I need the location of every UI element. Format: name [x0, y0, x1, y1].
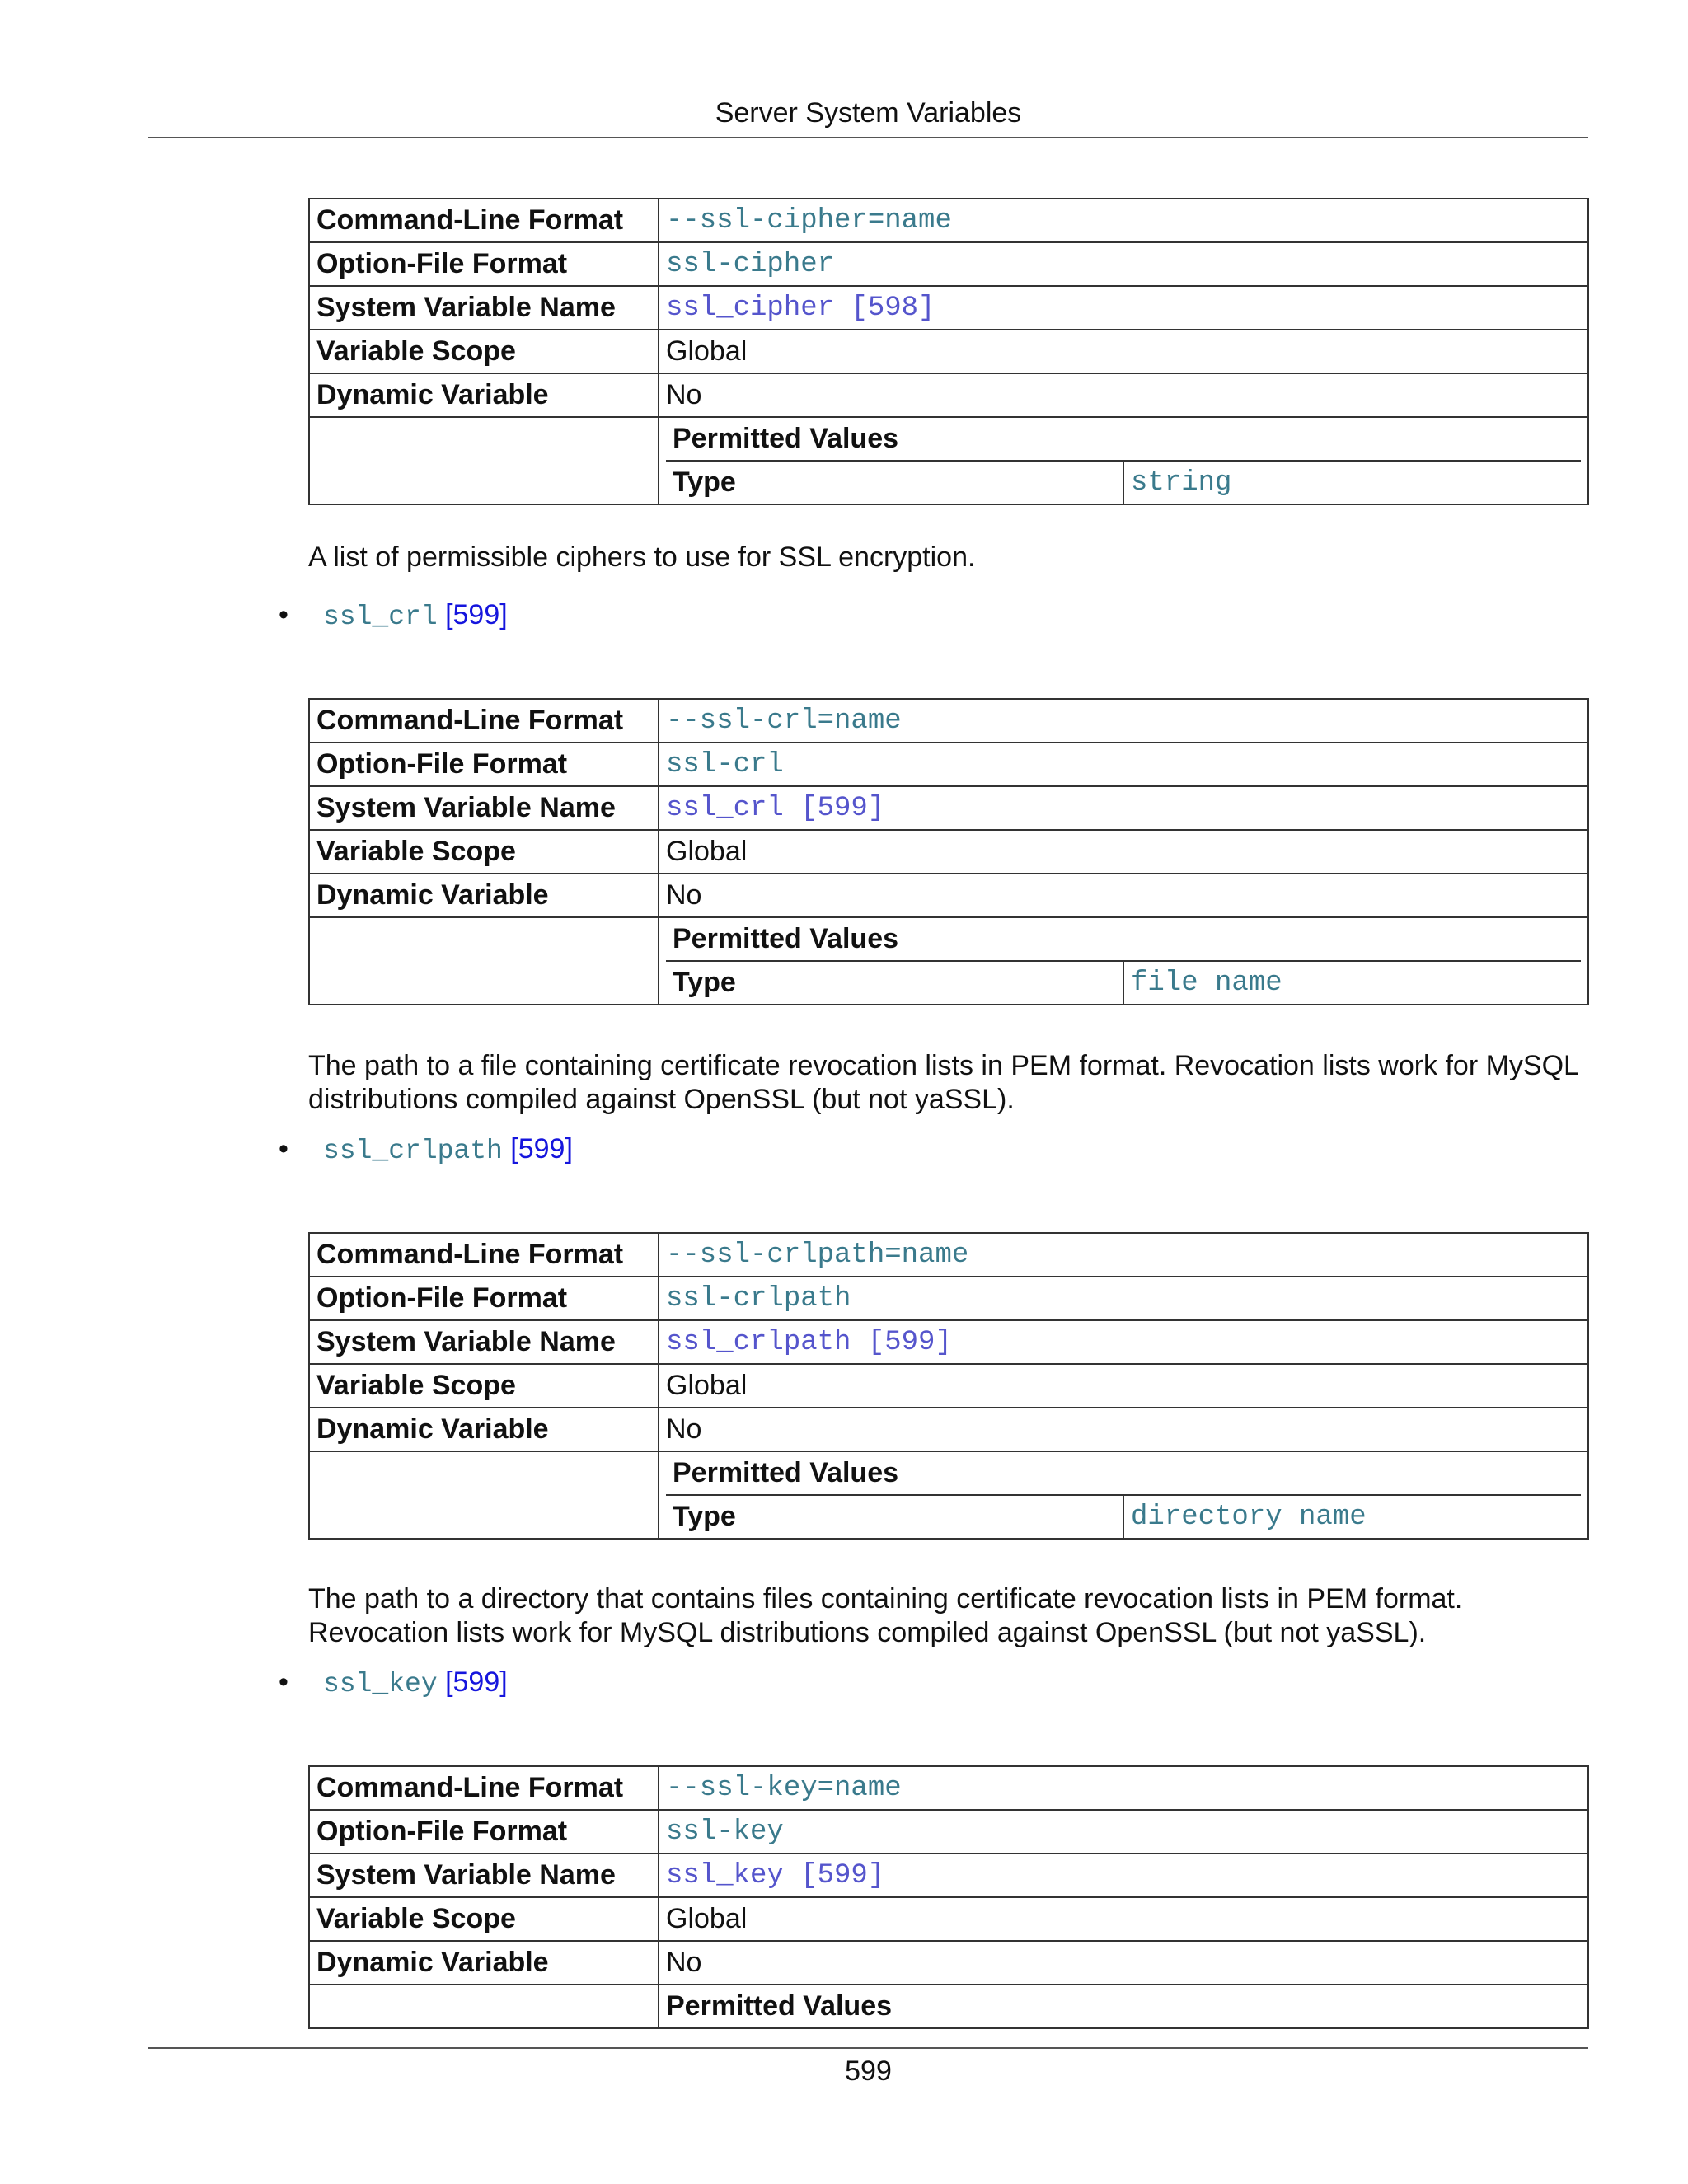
table-row [309, 199, 1588, 242]
table-row [309, 1854, 1588, 1897]
type-value: string [1131, 466, 1232, 499]
table-row [309, 417, 1588, 504]
dynamic-variable-value: No [659, 1941, 1588, 1985]
command-line-format-value: --ssl-cipher=name [659, 199, 1588, 242]
system-variable-name-link[interactable]: ssl_key [599] [659, 1854, 1588, 1897]
dynamic-variable-label: Dynamic Variable [309, 373, 659, 417]
dynamic-variable-value: No [659, 373, 1588, 417]
bullet-icon: • [279, 1666, 288, 1698]
empty-cell [309, 1451, 659, 1539]
page-ref-link[interactable]: [599] [445, 599, 508, 630]
option-file-format-value: ssl-crl [659, 743, 1588, 786]
command-line-format-label: Command-Line Format [309, 699, 659, 743]
system-variable-name-label: System Variable Name [309, 286, 659, 330]
table-row [309, 1897, 1588, 1941]
variable-table-ssl-crlpath [308, 1232, 1589, 1540]
page-header: Server System Variables [715, 97, 1022, 129]
command-line-format-value: --ssl-crlpath=name [659, 1233, 1588, 1277]
variable-scope-label: Variable Scope [309, 330, 659, 373]
table-row [309, 330, 1588, 373]
permitted-values-table [666, 918, 1581, 1004]
variable-name-link[interactable]: ssl_key [323, 1669, 438, 1699]
permitted-values-header: Permitted Values [666, 1452, 1581, 1495]
footer-divider [148, 2047, 1588, 2049]
table-row [309, 242, 1588, 286]
table-row [309, 1277, 1588, 1320]
command-line-format-label: Command-Line Format [309, 1766, 659, 1810]
system-variable-name-link[interactable]: ssl_crlpath [599] [659, 1320, 1588, 1364]
variable-table-ssl-crl [308, 698, 1589, 1005]
table-row [309, 874, 1588, 917]
table-row [309, 1985, 1588, 2028]
table-row [309, 1320, 1588, 1364]
variable-scope-value: Global [659, 1364, 1588, 1408]
table-row [309, 699, 1588, 743]
permitted-values-header: Permitted Values [659, 1985, 1588, 2028]
empty-cell [309, 917, 659, 1005]
type-value: file name [1131, 967, 1282, 999]
table-row [309, 373, 1588, 417]
table-row [309, 1941, 1588, 1985]
table-row [309, 830, 1588, 874]
variable-scope-value: Global [659, 1897, 1588, 1941]
table-row [309, 286, 1588, 330]
option-file-format-label: Option-File Format [309, 242, 659, 286]
variable-name-link[interactable]: ssl_crlpath [323, 1136, 503, 1166]
table-row [309, 1810, 1588, 1854]
list-item-ssl-crl [279, 597, 508, 635]
system-variable-name-label: System Variable Name [309, 1320, 659, 1364]
command-line-format-value: --ssl-crl=name [659, 699, 1588, 743]
permitted-values-header: Permitted Values [666, 418, 1581, 461]
variable-scope-value: Global [659, 330, 1588, 373]
table-row [309, 1451, 1588, 1539]
table-row [309, 917, 1588, 1005]
description-ssl-crl: The path to a file containing certificate revocation lists in PEM format. Revocation lists work for MySQL distributions compiled against OpenSSL (but not yaSSL). [308, 1050, 1578, 1115]
system-variable-name-link[interactable]: ssl_cipher [598] [659, 286, 1588, 330]
empty-cell [309, 1985, 659, 2028]
description-ssl-cipher: A list of permissible ciphers to use for SSL encryption. [308, 541, 976, 573]
command-line-format-label: Command-Line Format [309, 199, 659, 242]
table-row [309, 1233, 1588, 1277]
dynamic-variable-value: No [659, 1408, 1588, 1451]
dynamic-variable-value: No [659, 874, 1588, 917]
page-ref-link[interactable]: [599] [510, 1133, 573, 1165]
command-line-format-value: --ssl-key=name [659, 1766, 1588, 1810]
variable-scope-label: Variable Scope [309, 1364, 659, 1408]
dynamic-variable-label: Dynamic Variable [309, 1941, 659, 1985]
table-row [309, 786, 1588, 830]
system-variable-name-link[interactable]: ssl_crl [599] [659, 786, 1588, 830]
permitted-values-cell [659, 1451, 1588, 1539]
page-ref-link[interactable]: [599] [445, 1666, 508, 1698]
list-item-ssl-key [279, 1664, 508, 1703]
permitted-values-header: Permitted Values [666, 918, 1581, 961]
option-file-format-label: Option-File Format [309, 1810, 659, 1854]
option-file-format-value: ssl-cipher [659, 242, 1588, 286]
page-number: 599 [845, 2055, 892, 2087]
permitted-values-table [666, 1452, 1581, 1538]
type-label: Type [666, 1495, 1123, 1538]
system-variable-name-label: System Variable Name [309, 1854, 659, 1897]
variable-scope-label: Variable Scope [309, 830, 659, 874]
table-row [309, 1408, 1588, 1451]
variable-scope-label: Variable Scope [309, 1897, 659, 1941]
table-row [309, 743, 1588, 786]
empty-cell [309, 417, 659, 504]
option-file-format-value: ssl-crlpath [659, 1277, 1588, 1320]
dynamic-variable-label: Dynamic Variable [309, 1408, 659, 1451]
system-variable-name-label: System Variable Name [309, 786, 659, 830]
dynamic-variable-label: Dynamic Variable [309, 874, 659, 917]
list-item-ssl-crlpath [279, 1131, 573, 1169]
description-ssl-crlpath: The path to a directory that contains files containing certificate revocation lists in PEM format. Revocation lists work for MySQL distributions compiled against OpenSSL (but not yaSSL). [308, 1583, 1463, 1648]
type-value: directory name [1131, 1501, 1367, 1533]
option-file-format-value: ssl-key [659, 1810, 1588, 1854]
variable-scope-value: Global [659, 830, 1588, 874]
permitted-values-table [666, 418, 1581, 504]
table-row [309, 1364, 1588, 1408]
permitted-values-cell [659, 417, 1588, 504]
option-file-format-label: Option-File Format [309, 743, 659, 786]
variable-name-link[interactable]: ssl_crl [323, 602, 438, 632]
bullet-icon: • [279, 1133, 288, 1165]
type-label: Type [666, 461, 1123, 504]
bullet-icon: • [279, 599, 288, 630]
command-line-format-label: Command-Line Format [309, 1233, 659, 1277]
table-row [309, 1766, 1588, 1810]
permitted-values-cell [659, 917, 1588, 1005]
variable-table-ssl-cipher [308, 198, 1589, 505]
type-label: Type [666, 961, 1123, 1004]
option-file-format-label: Option-File Format [309, 1277, 659, 1320]
variable-table-ssl-key [308, 1765, 1589, 2029]
